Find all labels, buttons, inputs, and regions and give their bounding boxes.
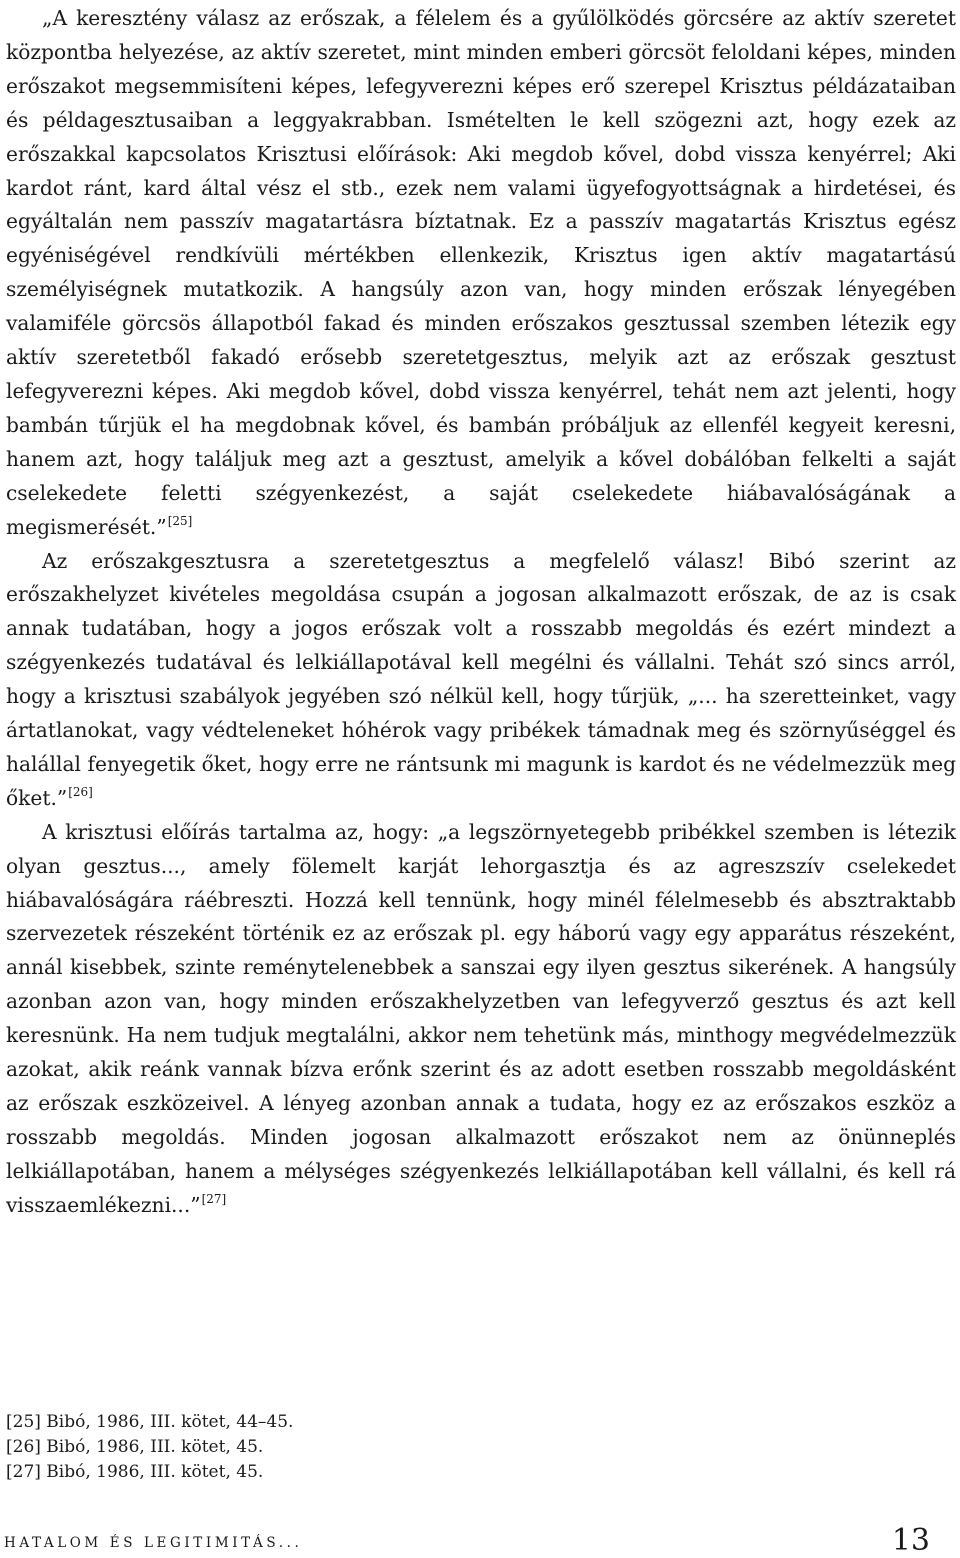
- paragraph-1-text: „A keresztény válasz az erőszak, a félelem és a gyűlölködés görcsére az aktív szeretet központba helyezése, az aktív szeretet, mint minden emberi görcsöt feloldani képes, minden erőszakot megsemmisíteni képes, lefegyverezni képes erő szerepel Krisztus példázataiban és példagesztusaiban a leggyakrabban. Ismételten le kell szögezni azt, hogy ezek az erőszakkal kapcsolatos Krisztusi előírások: Aki megdob kővel, dobd vissza kenyérrel; Aki kardot ránt, kard által vész el stb., ezek nem valami ügyefogyottságnak a hirdetései, és egyáltalán nem passzív magatartásra bíztatnak. Ez a passzív magatartás Krisztus egész egyéniségével rendkívüli mértékben ellenkezik, Krisztus igen aktív magatartású személyiségnek mutatkozik. A hangsúly azon van, hogy minden erőszak lényegében valamiféle görcsös állapotból fakad és minden erőszakos gesztussal szemben létezik egy aktív szeretetből fakadó erősebb szeretetgesztus, melyik azt az erőszak gesztust lefegyverezni képes. Aki megdob kővel, dobd vissza kenyérrel, tehát nem azt jelenti, hogy bambán tűrjük el ha megdobnak kővel, és bambán próbáljuk az ellenfél kegyeit keresni, hanem azt, hogy találjuk meg azt a gesztust, amelyik a kővel dobálóban felkelti a saját cselekedete feletti szégyenkezést, a saját cselekedete hiábavalóságának a megismerését.”: [6, 6, 956, 539]
- footnote-ref-25[interactable]: [25]: [167, 513, 193, 528]
- paragraph-3: [6, 816, 956, 1223]
- running-title: HATALOM ÉS LEGITIMITÁS...: [4, 1535, 303, 1551]
- paragraph-1: [6, 2, 956, 545]
- page-footer: [4, 1523, 930, 1558]
- footnote-ref-26[interactable]: [26]: [68, 784, 93, 799]
- footnote-ref-27[interactable]: [27]: [201, 1191, 227, 1206]
- footnote-26: [26] Bibó, 1986, III. kötet, 45.: [6, 1437, 264, 1457]
- paragraph-2: [6, 545, 956, 816]
- page-number: 13: [891, 1523, 930, 1558]
- paragraph-3-text: A krisztusi előírás tartalma az, hogy: „a legszörnyetegebb pribékkel szemben is létezik olyan gesztus..., amely fölemelt karját lehorgasztja és az agreszszív cselekedet hiábavalóságára ráébreszti. Hozzá kell tennünk, hogy minél félelmesebb és absztraktabb szervezetek részeként történik ez az erőszak pl. egy háború vagy egy apparátus részeként, annál kisebbek, szinte reménytelenebbek a sanszai egy ilyen gesztus sikerének. A hangsúly azonban azon van, hogy minden erőszakhelyzetben van lefegyverző gesztus és azt kell keresnünk. Ha nem tudjuk megtalálni, akkor nem tehetünk más, minthogy megvédelmezzük azokat, akik reánk vannak bízva erőnk szerint és az adott esetben rosszabb megoldásként az erőszak eszközeivel. A lényeg azonban annak a tudata, hogy ez az erőszakos eszköz a rosszabb megoldás. Minden jogosan alkalmazott erőszakot nem az önünneplés lelkiállapotában, hanem a mélységes szégyenkezés lelkiállapotában kell vállalni, és kell rá visszaemlékezni...”: [6, 819, 956, 1217]
- body-text: [6, 2, 956, 1223]
- footnote-25: [25] Bibó, 1986, III. kötet, 44–45.: [6, 1412, 294, 1432]
- paragraph-2-text: Az erőszakgesztusra a szeretetgesztus a megfelelő válasz! Bibó szerint az erőszakhelyzet kivételes megoldása csupán a jogosan alkalmazott erőszak, de az is csak annak tudatában, hogy a jogos erőszak volt a rosszabb megoldás és ezért mindezt a szégyenkezés tudatával és lelkiállapotával kell megélni és vállalni. Tehát szó sincs arról, hogy a krisztusi szabályok jegyében szó nélkül kell, hogy tűrjük, „... ha szeretteinket, vagy ártatlanokat, vagy védteleneket hóhérok vagy pribékek támadnak meg és szörnyűséggel és halállal fenyegetik őket, hogy erre ne rántsunk mi magunk is kardot és ne védelmezzük meg őket.”: [6, 548, 956, 810]
- footnotes: [6, 1410, 606, 1485]
- footnote-27: [27] Bibó, 1986, III. kötet, 45.: [6, 1462, 264, 1482]
